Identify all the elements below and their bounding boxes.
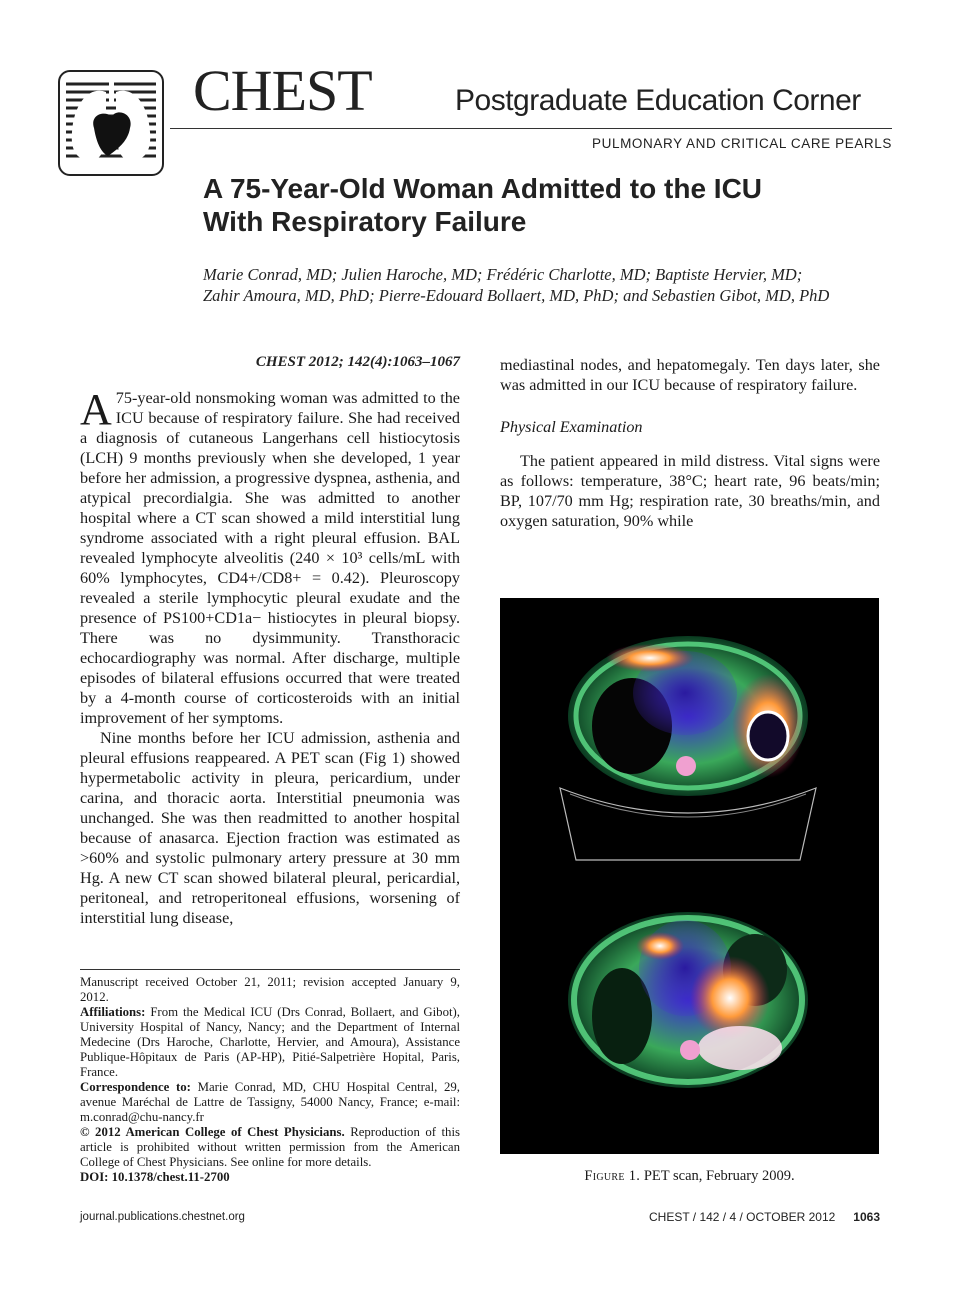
body-right-column [500,355,880,531]
footnote-rule [80,969,460,970]
pet-scan-image [500,598,879,1154]
paragraph-1-text: 75-year-old nonsmoking woman was admitted to the ICU because of respiratory failure. She had received a diagnosis of cutaneous Langerhans cell histiocytosis (LCH) 9 months previously when she developed, 1 year before her admission, a progressive dyspnea, asthenia, and atypical precordialgia. She was admitted to another hospital where a CT scan showed a mild interstitial lung syndrome associated with a right pleural effusion. BAL revealed lymphocyte alveolitis (240 × 10³ cells/mL with 60% lymphocytes, CD4+/CD8+ = 0.42). Pleuroscopy revealed a sterile lymphocytic pleural exudate and the presence of PS100+CD1a− histiocytes in pleural biopsy. There was no dysimmunity. Transthoracic echocardiography was normal. After discharge, multiple episodes of bilateral effusions occurred that were treated by a 4-month course of corticosteroids with an initial improvement of her symptoms. [80,389,460,727]
affiliations-text: From the Medical ICU (Drs Conrad, Bollaert, and Gibot), University Hospital of Nancy, Nancy; and the Department of Internal Medecine (Drs Haroche, Charlotte, Hervier, and Amoura), Assistance Publique-Hôpitaux de Paris (AP-HP), Pitié-Salpetrière Hopital, Paris, France. [80,1005,460,1079]
footer-issue-text: CHEST / 142 / 4 / OCTOBER 2012 [648,1210,836,1224]
page-number: 1063 [853,1210,880,1224]
copyright-text: Reproduction of this article is prohibited without written permission from the American College of Chest Physicians. See online for more details. [80,1125,460,1169]
drop-cap: A [80,385,112,434]
journal-logo [58,70,164,176]
figure-caption-text: PET scan, February 2009. [643,1168,795,1184]
subheading-physical-examination: Physical Examination [500,418,643,436]
correspondence-note [80,1080,460,1125]
doi-link[interactable]: 10.1378/chest.11-2700 [111,1170,230,1184]
affiliations-note [80,1005,460,1080]
footnotes [80,975,460,1185]
figure-label: Figure 1. [584,1168,641,1184]
citation: CHEST 2012; 142(4):1063–1067 [255,354,460,370]
header-rule [170,128,892,129]
paragraph-4: The patient appeared in mild distress. Vital signs were as follows: temperature, 38°C; heart rate, 96 beats/min; BP, 107/70 mm Hg; respiration rate, 30 breaths/min, and oxygen saturation, 90% while [500,452,880,530]
footer-issue [649,1210,880,1224]
doi-label: DOI: [80,1170,109,1184]
paragraph-2: Nine months before her ICU admission, asthenia and pleural effusions reappeared. A PET scan (Fig 1) showed hypermetabolic activity in pleura, pericardium, under carina, and thoracic aorta. Interstitial pneumonia was unchanged. She was then readmitted to another hospital because of anasarca. Ejection fraction was estimated as >60% and systolic pulmonary artery pressure at 30 mm Hg. A new CT scan showed bilateral pleural, pericardial, peritoneal, and retroperitoneal effusions, worsening of interstitial lung disease, [80,729,460,927]
article-title [203,172,903,238]
article-title-line-2: With Respiratory Failure [203,206,527,237]
correspondence-label: Correspondence to: [80,1080,191,1094]
pet-slice-bottom [568,912,808,1088]
author-list [203,264,903,306]
article-title-line-1: A 75-Year-Old Woman Admitted to the ICU [203,173,763,204]
lungs-heart-logo-icon [60,72,162,174]
journal-name: CHEST [193,58,372,123]
section-title: Postgraduate Education Corner [455,84,861,117]
figure-1-pet-scan [500,598,879,1154]
copyright-label: © 2012 American College of Chest Physicians. [80,1125,345,1139]
received-note: Manuscript received October 21, 2011; revision accepted January 9, 2012. [80,975,460,1004]
pet-slice-top [560,636,816,860]
author-line-1: Marie Conrad, MD; Julien Haroche, MD; Frédéric Charlotte, MD; Baptiste Hervier, MD; [203,265,803,284]
body-left-column [80,385,460,928]
author-line-2: Zahir Amoura, MD, PhD; Pierre-Edouard Bollaert, MD, PhD; and Sebastien Gibot, MD, PhD [203,286,830,305]
subsection-label: PULMONARY AND CRITICAL CARE PEARLS [592,136,892,151]
paragraph-3: mediastinal nodes, and hepatomegaly. Ten days later, she was admitted in our ICU because of respiratory failure. [500,356,880,394]
affiliations-label: Affiliations: [80,1005,146,1019]
paragraph-1 [80,385,460,728]
copyright-note [80,1125,460,1170]
footer-website[interactable]: journal.publications.chestnet.org [80,1211,245,1223]
correspondence-text: Marie Conrad, MD, CHU Hospital Central, 29, avenue Maréchal de Lattre de Tassigny, 54000 Nancy, France; e-mail: m.conrad@chu-nancy.fr [80,1080,460,1124]
doi-note [80,1170,460,1185]
figure-caption [500,1168,879,1185]
